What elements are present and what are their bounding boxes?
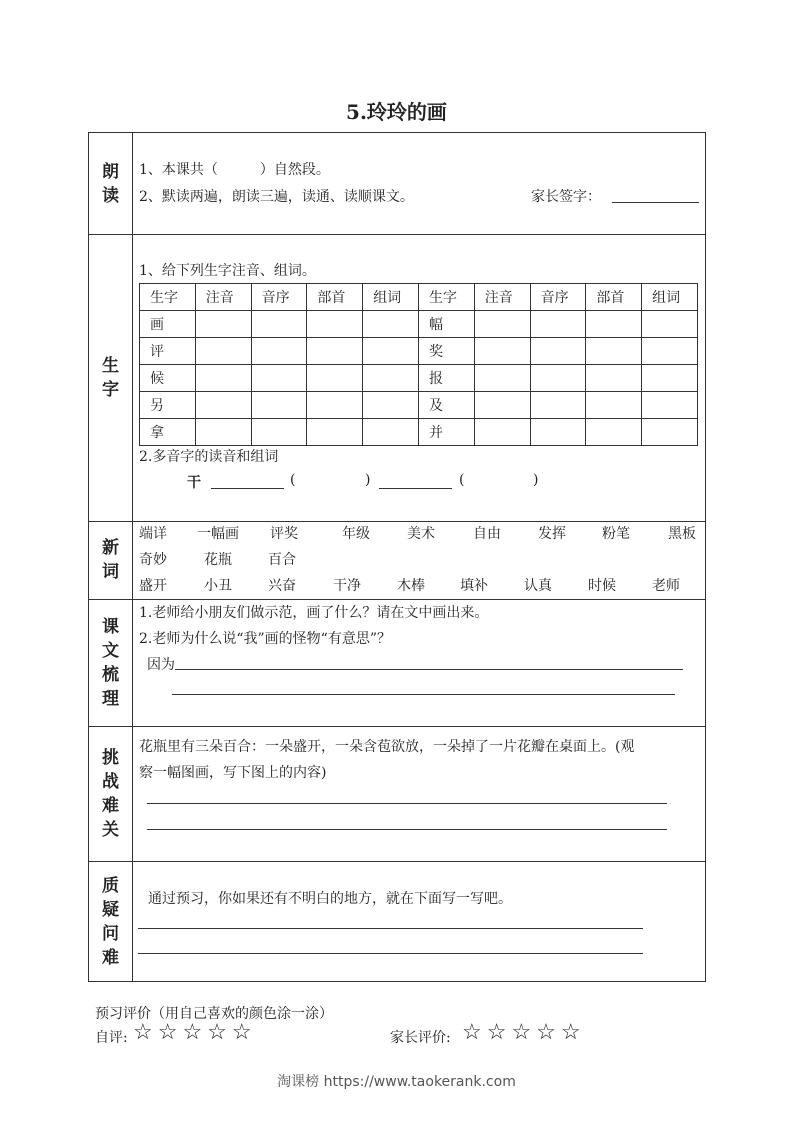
- answer-cell[interactable]: [195, 419, 251, 446]
- answer-line[interactable]: [147, 829, 667, 830]
- langdu-item-2: 2、默读两遍，朗读三遍，读通、读顺课文。: [139, 189, 414, 205]
- paren-close: ): [533, 472, 539, 488]
- answer-cell[interactable]: [251, 419, 307, 446]
- table-row: [140, 338, 698, 365]
- answer-cell[interactable]: [251, 392, 307, 419]
- header-cell: 音序: [530, 284, 586, 311]
- section-label-xinci: 新 词: [102, 538, 119, 582]
- char-cell: 拿: [140, 419, 196, 446]
- char-cell: 及: [418, 392, 474, 419]
- parent-sign-label: 家长签字：: [531, 189, 601, 205]
- shengzi-intro: 1、给下列生字注音、组词。: [139, 263, 316, 279]
- answer-cell[interactable]: [195, 338, 251, 365]
- self-eval-stars[interactable]: ☆☆☆☆☆: [133, 1020, 257, 1045]
- answer-cell[interactable]: [474, 419, 530, 446]
- answer-cell[interactable]: [530, 338, 586, 365]
- polyphone-char: 干: [187, 475, 201, 491]
- polyphone-intro: 2.多音字的读音和组词: [139, 449, 279, 465]
- because-label: 因为: [147, 657, 175, 673]
- paren-open: (: [290, 472, 296, 488]
- page-title: 5.玲玲的画: [346, 100, 447, 124]
- char-cell: 幅: [418, 311, 474, 338]
- answer-cell[interactable]: [642, 365, 698, 392]
- header-cell: 部首: [586, 284, 642, 311]
- char-cell: 评: [140, 338, 196, 365]
- paren-close: ): [365, 472, 371, 488]
- row-divider: [89, 521, 705, 522]
- footer-watermark: 淘课榜 https://www.taokerank.com: [277, 1074, 516, 1090]
- langdu-item-1: 1、本课共（ ）自然段。: [139, 162, 330, 178]
- answer-cell[interactable]: [586, 338, 642, 365]
- word: 木棒: [397, 578, 425, 594]
- word: 奇妙: [139, 552, 167, 568]
- answer-cell[interactable]: [586, 311, 642, 338]
- parent-sign-line[interactable]: [612, 202, 699, 203]
- word: 自由: [473, 526, 501, 542]
- answer-cell[interactable]: [474, 365, 530, 392]
- header-cell: 生字: [140, 284, 196, 311]
- answer-line[interactable]: [175, 669, 683, 670]
- character-table: [139, 283, 698, 446]
- table-row: [140, 419, 698, 446]
- answer-cell[interactable]: [307, 311, 363, 338]
- answer-cell[interactable]: [307, 419, 363, 446]
- word: 兴奋: [268, 578, 296, 594]
- answer-cell[interactable]: [307, 365, 363, 392]
- challenge-text-line-1: 花瓶里有三朵百合：一朵盛开，一朵含苞欲放，一朵掉了一片花瓣在桌面上。(观: [139, 739, 635, 755]
- answer-cell[interactable]: [195, 392, 251, 419]
- row-divider: [89, 599, 705, 600]
- answer-cell[interactable]: [642, 419, 698, 446]
- word: 端详: [139, 526, 167, 542]
- char-cell: 候: [140, 365, 196, 392]
- char-cell: 另: [140, 392, 196, 419]
- table-header-row: [140, 284, 698, 311]
- answer-cell[interactable]: [363, 419, 419, 446]
- char-cell: 报: [418, 365, 474, 392]
- section-label-zhiyi: 质 疑 问 难: [102, 875, 119, 968]
- table-row: [140, 392, 698, 419]
- answer-cell[interactable]: [642, 338, 698, 365]
- question-prompt: 通过预习，你如果还有不明白的地方，就在下面写一写吧。: [148, 891, 512, 907]
- answer-line[interactable]: [147, 803, 667, 804]
- table-row: [140, 311, 698, 338]
- table-row: [140, 365, 698, 392]
- word: 盛开: [139, 578, 167, 594]
- word: 粉笔: [602, 526, 630, 542]
- char-cell: 并: [418, 419, 474, 446]
- answer-cell[interactable]: [307, 392, 363, 419]
- answer-cell[interactable]: [530, 311, 586, 338]
- evaluation-title: 预习评价（用自己喜欢的颜色涂一涂）: [95, 1006, 333, 1022]
- polyphone-answer-line[interactable]: [211, 488, 284, 489]
- header-cell: 组词: [363, 284, 419, 311]
- section-label-shengzi: 生 字: [102, 355, 119, 400]
- word: 美术: [407, 526, 435, 542]
- word: 一幅画: [197, 526, 239, 542]
- answer-cell[interactable]: [195, 311, 251, 338]
- answer-cell[interactable]: [586, 392, 642, 419]
- answer-line[interactable]: [138, 928, 643, 929]
- word: 花瓶: [204, 552, 232, 568]
- char-cell: 画: [140, 311, 196, 338]
- answer-cell[interactable]: [530, 392, 586, 419]
- challenge-text-line-2: 察一幅图画，写下图上的内容): [139, 765, 327, 781]
- header-cell: 组词: [642, 284, 698, 311]
- answer-line[interactable]: [138, 953, 643, 954]
- parent-eval-label: 家长评价:: [390, 1030, 451, 1046]
- answer-cell[interactable]: [474, 338, 530, 365]
- paren-open: (: [459, 472, 465, 488]
- char-cell: 奖: [418, 338, 474, 365]
- row-divider: [89, 861, 705, 862]
- answer-cell[interactable]: [642, 311, 698, 338]
- answer-cell[interactable]: [251, 311, 307, 338]
- label-column-divider: [132, 133, 133, 981]
- word: 认真: [524, 578, 552, 594]
- word: 百合: [268, 552, 296, 568]
- answer-cell[interactable]: [363, 365, 419, 392]
- answer-cell[interactable]: [363, 311, 419, 338]
- answer-cell[interactable]: [586, 419, 642, 446]
- word: 小丑: [204, 578, 232, 594]
- word: 干净: [333, 578, 361, 594]
- polyphone-answer-line[interactable]: [379, 488, 452, 489]
- answer-cell[interactable]: [474, 311, 530, 338]
- word: 老师: [652, 578, 680, 594]
- answer-line[interactable]: [172, 694, 675, 695]
- answer-cell[interactable]: [530, 365, 586, 392]
- word: 年级: [342, 526, 370, 542]
- answer-cell[interactable]: [363, 338, 419, 365]
- kewen-question-2: 2.老师为什么说“我”画的怪物“有意思”？: [139, 631, 391, 647]
- row-divider: [89, 234, 705, 235]
- section-label-tiaozhan: 挑 战 难 关: [102, 747, 119, 840]
- header-cell: 注音: [474, 284, 530, 311]
- kewen-question-1: 1.老师给小朋友们做示范，画了什么？请在文中画出来。: [139, 605, 489, 621]
- answer-cell[interactable]: [586, 365, 642, 392]
- parent-eval-stars[interactable]: ☆☆☆☆☆: [462, 1020, 586, 1045]
- row-divider: [89, 726, 705, 727]
- header-cell: 生字: [418, 284, 474, 311]
- section-label-kewen: 课 文 梳 理: [102, 616, 119, 709]
- header-cell: 音序: [251, 284, 307, 311]
- word: 时候: [588, 578, 616, 594]
- answer-cell[interactable]: [642, 392, 698, 419]
- answer-cell[interactable]: [363, 392, 419, 419]
- answer-cell[interactable]: [251, 338, 307, 365]
- word: 黑板: [668, 526, 696, 542]
- answer-cell[interactable]: [195, 365, 251, 392]
- answer-cell[interactable]: [307, 338, 363, 365]
- section-label-langdu: 朗 读: [102, 161, 119, 206]
- self-eval-label: 自评:: [95, 1030, 128, 1046]
- answer-cell[interactable]: [474, 392, 530, 419]
- word: 发挥: [538, 526, 566, 542]
- word: 评奖: [270, 526, 298, 542]
- answer-cell[interactable]: [530, 419, 586, 446]
- word: 填补: [460, 578, 488, 594]
- header-cell: 部首: [307, 284, 363, 311]
- answer-cell[interactable]: [251, 365, 307, 392]
- header-cell: 注音: [195, 284, 251, 311]
